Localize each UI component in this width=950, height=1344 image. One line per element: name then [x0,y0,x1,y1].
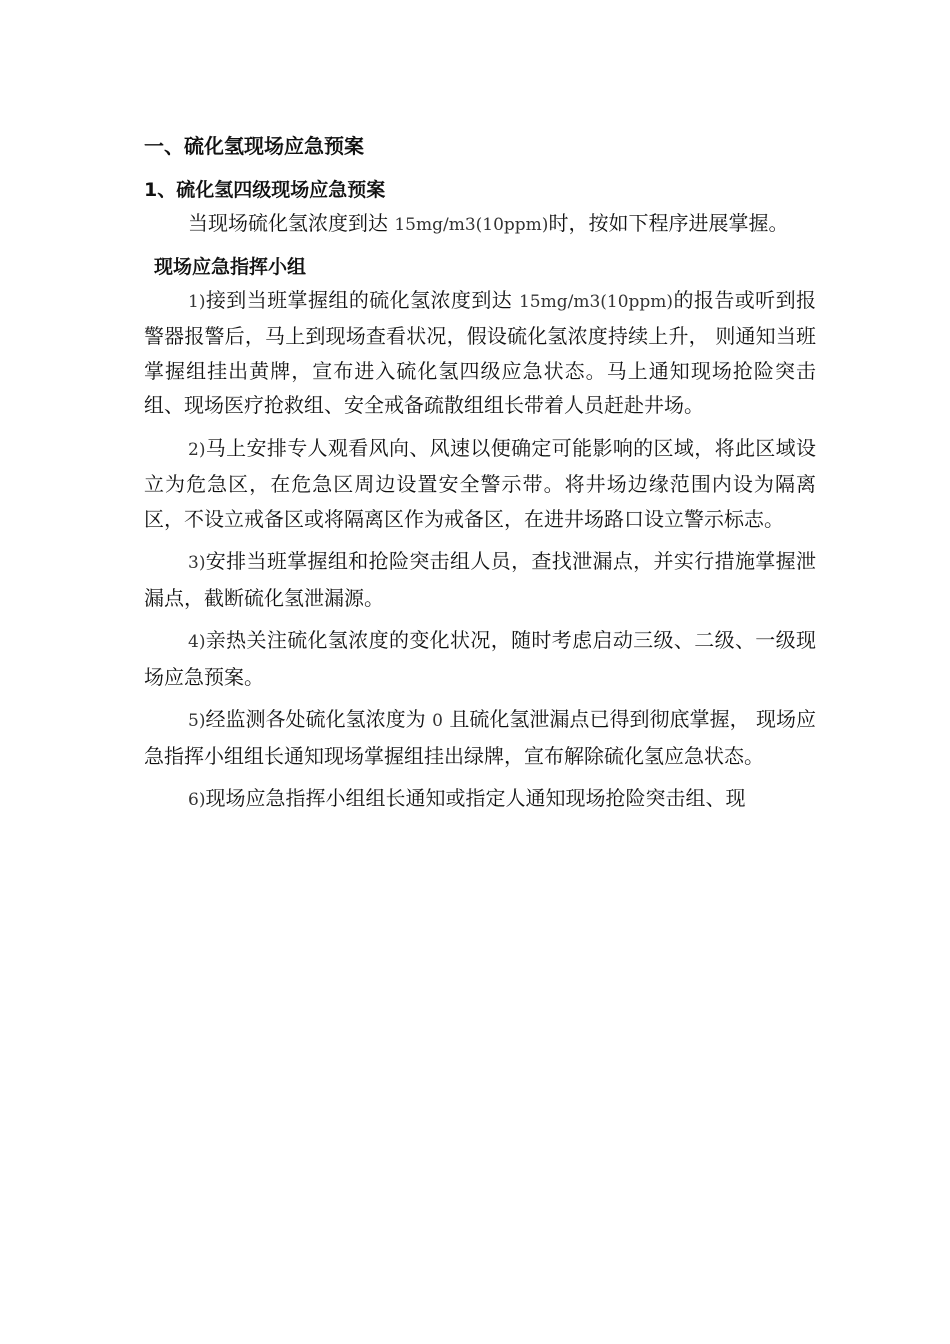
intro-concentration-value: 15mg/m3(10ppm) [394,215,549,235]
list-item-2 [144,431,816,537]
intro-paragraph [144,206,816,243]
list-item-text-post: 的报告或听到报警器报警后，马上到现场查看状况，假设硫化氢浓度持续上升， 则通知当班掌握组挂出黄牌，宣布进入硫化氢四级应急状态。马上通知现场抢险突击组、现场医疗抢救组、安全戒备疏散组组长带着人员赶赴井场。 [144,287,817,417]
list-item-4 [144,623,816,694]
list-item-number: 2) [188,439,206,460]
list-item-5 [144,702,816,773]
document-body [144,130,816,826]
list-item-number: 3) [188,553,206,573]
list-item-3 [144,544,816,615]
list-item-text: 现场应急指挥小组组长通知或指定人通知现场抢险突击组、现 [205,786,746,810]
list-item-text: 马上安排专人观看风向、风速以便确定可能影响的区域，将此区域设立为危急区，在危急区周边设置安全警示带。将井场边缘范围内设为隔离区，不设立戒备区或将隔离区作为戒备区，在进井场路口设立警示标志。 [144,435,816,531]
list-item-text-pre: 经监测各处硫化氢浓度为 [205,707,426,731]
list-item-text-post: 且硫化氢泄漏点已得到彻底掌握， 现场应急指挥小组组长通知现场掌握组挂出绿牌，宣布解除硫化氢应急状态。 [144,707,817,768]
list-item-6 [144,781,816,818]
list-item-text: 安排当班掌握组和抢险突击组人员，查找泄漏点，并实行措施掌握泄漏点，截断硫化氢泄漏源。 [144,549,816,610]
list-item-number: 5) [188,711,206,731]
document-title: 一、硫化氢现场应急预案 [144,134,364,158]
intro-text-post: 时，按如下程序进展掌握。 [548,211,789,235]
intro-text-pre: 当现场硫化氢浓度到达 [188,211,388,235]
section-heading: 1、硫化氢四级现场应急预案 [144,179,386,201]
list-item-text: 亲热关注硫化氢浓度的变化状况，随时考虑启动三级、二级、一级现场应急预案。 [144,628,816,689]
list-item-number: 6) [188,790,206,810]
list-item-1 [144,283,816,423]
list-item-zero-value: 0 [432,711,443,731]
list-item-text-pre: 接到当班掌握组的硫化氢浓度到达 [205,287,513,312]
list-item-number: 4) [188,632,206,652]
group-heading: 现场应急指挥小组 [154,255,307,278]
list-item-concentration-value: 15mg/m3(10ppm) [518,291,674,312]
list-item-number: 1) [188,291,206,312]
